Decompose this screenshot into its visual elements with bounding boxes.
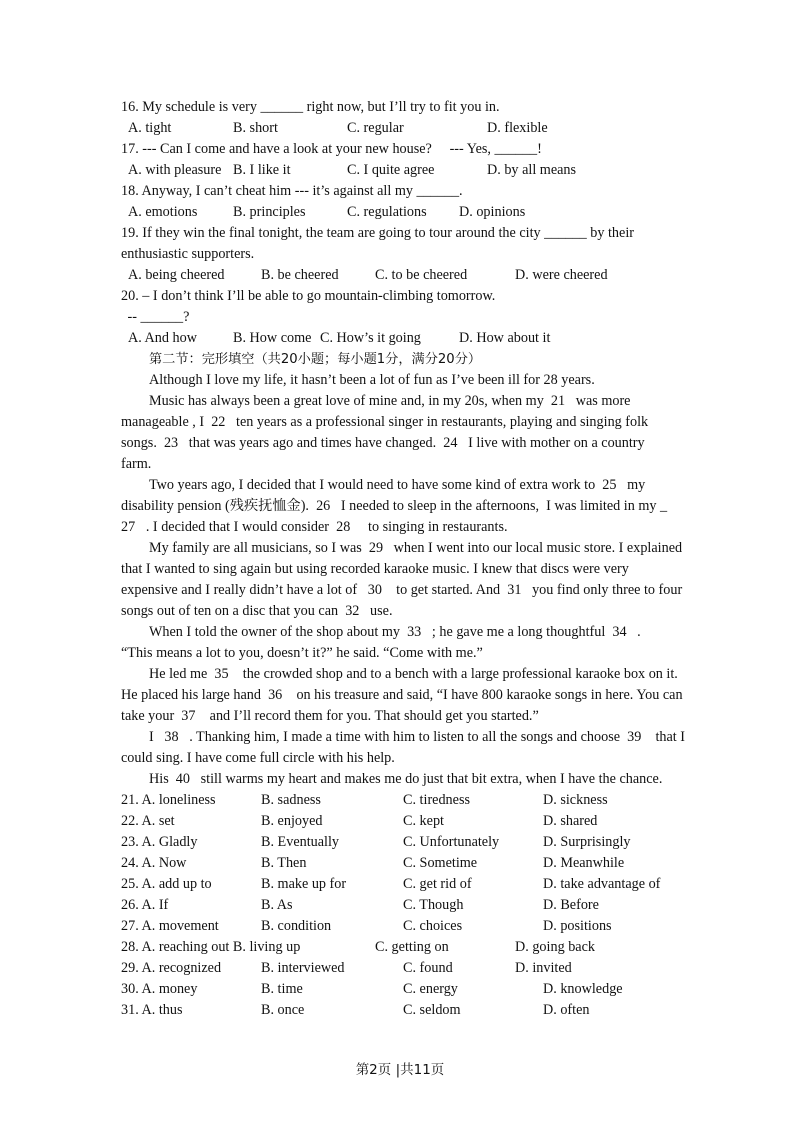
question-17 (0, 139, 800, 160)
option-b: B. Then (261, 855, 307, 871)
option-b: B. principles (233, 204, 306, 220)
option-c: C. getting on (375, 939, 449, 955)
option-d: D. opinions (459, 204, 526, 220)
option-a: A. emotions (128, 204, 198, 220)
option-d: D. Before (543, 897, 599, 913)
question-20-cont (0, 307, 800, 328)
option-c: C. regulations (347, 204, 427, 220)
passage-text: manageable , I 22 ten years as a professional singer in restaurants, playing and singing folk (121, 414, 649, 430)
option-c: C. found (403, 960, 453, 976)
question-18 (0, 181, 800, 202)
option-d: D. were cheered (515, 267, 608, 283)
section-heading-row (0, 349, 800, 370)
option-a: 29. A. recognized (121, 960, 222, 976)
options-17 (0, 160, 800, 181)
passage-text: “This means a lot to you, doesn’t it?” he said. “Come with me.” (121, 645, 483, 661)
option-d: D. shared (543, 813, 598, 829)
options-19 (0, 265, 800, 286)
option-a: A. being cheered (128, 267, 225, 283)
question-text-line-2: enthusiastic supporters. (121, 246, 255, 262)
passage-line (0, 412, 800, 433)
question-19 (0, 223, 800, 244)
option-c: C. tiredness (403, 792, 470, 808)
passage-line (0, 433, 800, 454)
option-d: D. take advantage of (543, 876, 661, 892)
option-a: 21. A. loneliness (121, 792, 216, 808)
option-a: 27. A. movement (121, 918, 219, 934)
option-b: B. I like it (233, 162, 291, 178)
option-c: C. kept (403, 813, 444, 829)
option-a: 24. A. Now (121, 855, 187, 871)
cloze-option-row-24 (0, 853, 800, 874)
option-d: D. Meanwhile (543, 855, 625, 871)
passage-text: He led me 35 the crowded shop and to a bench with a large professional karaoke box on it. (149, 666, 678, 682)
question-20 (0, 286, 800, 307)
options-20 (0, 328, 800, 349)
page-footer: 第2页 |共11页 (355, 1062, 445, 1078)
passage-text: songs. 23 that was years ago and times have changed. 24 I live with mother on a country (121, 435, 645, 451)
passage-line (0, 664, 800, 685)
passage-line (0, 643, 800, 664)
option-b: B. Eventually (261, 834, 340, 850)
passage-text: take your 37 and I’ll record them for you. That should get you started.” (121, 708, 539, 724)
cloze-option-row-29 (0, 958, 800, 979)
option-c: C. choices (403, 918, 463, 934)
option-d: D. flexible (487, 120, 548, 136)
passage-text: Although I love my life, it hasn’t been a lot of fun as I’ve been ill for 28 years. (149, 372, 595, 388)
cloze-option-row-30 (0, 979, 800, 1000)
cloze-option-row-27 (0, 916, 800, 937)
option-d: D. positions (543, 918, 612, 934)
passage-text: farm. (121, 456, 152, 472)
question-text: 18. Anyway, I can’t cheat him --- it’s against all my ______. (121, 183, 463, 199)
option-a: A. tight (128, 120, 172, 136)
option-c: C. Sometime (403, 855, 478, 871)
option-a: 22. A. set (121, 813, 175, 829)
cloze-option-row-23 (0, 832, 800, 853)
passage-line (0, 748, 800, 769)
passage-text: His 40 still warms my heart and makes me do just that bit extra, when I have the chance. (149, 771, 663, 787)
passage-line (0, 601, 800, 622)
passage-text: that I wanted to sing again but using recorded karaoke music. I knew that discs were very (121, 561, 629, 577)
passage-text: 27 . I decided that I would consider 28 to singing in restaurants. (121, 519, 508, 535)
option-c: C. energy (403, 981, 458, 997)
cloze-option-row-22 (0, 811, 800, 832)
passage-line (0, 727, 800, 748)
passage-line (0, 454, 800, 475)
option-a: A. And how (128, 330, 197, 346)
option-d: D. knowledge (543, 981, 623, 997)
option-a-b: 28. A. reaching out B. living up (121, 939, 301, 955)
option-b: B. How come (233, 330, 312, 346)
option-b: B. once (261, 1002, 305, 1018)
option-c: C. to be cheered (375, 267, 468, 283)
option-b: B. interviewed (261, 960, 345, 976)
passage-line (0, 685, 800, 706)
passage-text: I 38 . Thanking him, I made a time with him to listen to all the songs and choose 39 that I (149, 729, 686, 745)
passage-text: disability pension (残疾抚恤金). 26 I needed to sleep in the afternoons, I was limited in my _ (121, 498, 668, 514)
passage-line (0, 769, 800, 790)
option-d: D. Surprisingly (543, 834, 631, 850)
question-text-line-2: -- ______? (124, 309, 190, 325)
section-heading: 第二节：完形填空（共20小题；每小题1分，满分20分） (149, 352, 482, 367)
passage-line (0, 580, 800, 601)
passage-line (0, 391, 800, 412)
option-a: 26. A. If (121, 897, 169, 913)
option-d: D. sickness (543, 792, 608, 808)
passage-text: expensive and I really didn’t have a lot of 30 to get started. And 31 you find only three to four (121, 582, 683, 598)
option-c: C. seldom (403, 1002, 461, 1018)
option-d: D. going back (515, 939, 595, 955)
option-d: D. How about it (459, 330, 551, 346)
option-b: B. time (261, 981, 303, 997)
question-text-line-1: 20. – I don’t think I’ll be able to go mountain-climbing tomorrow. (121, 288, 496, 304)
question-16 (0, 97, 800, 118)
options-18 (0, 202, 800, 223)
option-d: D. invited (515, 960, 572, 976)
question-text: 17. --- Can I come and have a look at your new house? --- Yes, ______! (121, 141, 542, 157)
option-c: C. How’s it going (320, 330, 421, 346)
cloze-option-row-25 (0, 874, 800, 895)
option-c: C. I quite agree (347, 162, 435, 178)
option-c: C. regular (347, 120, 404, 136)
option-b: B. sadness (261, 792, 321, 808)
passage-line (0, 370, 800, 391)
passage-line (0, 538, 800, 559)
passage-text: When I told the owner of the shop about my 33 ; he gave me a long thoughtful 34 . (149, 624, 641, 640)
option-d: D. by all means (487, 162, 577, 178)
cloze-option-row-26 (0, 895, 800, 916)
option-b: B. As (261, 897, 293, 913)
options-16 (0, 118, 800, 139)
option-d: D. often (543, 1002, 590, 1018)
option-c: C. get rid of (403, 876, 472, 892)
option-b: B. short (233, 120, 278, 136)
passage-text: songs out of ten on a disc that you can 32 use. (121, 603, 393, 619)
passage-line (0, 706, 800, 727)
question-text: 16. My schedule is very ______ right now, but I’ll try to fit you in. (121, 99, 500, 115)
option-a: A. with pleasure (128, 162, 222, 178)
passage-text: could sing. I have come full circle with his help. (121, 750, 395, 766)
option-a: 23. A. Gladly (121, 834, 198, 850)
passage-text: Music has always been a great love of mine and, in my 20s, when my 21 was more (149, 393, 631, 409)
option-b: B. enjoyed (261, 813, 323, 829)
passage-text: My family are all musicians, so I was 29 when I went into our local music store. I explained (149, 540, 683, 556)
question-19-cont (0, 244, 800, 265)
passage-text: Two years ago, I decided that I would need to have some kind of extra work to 25 my (149, 477, 646, 493)
option-a: 30. A. money (121, 981, 198, 997)
option-c: C. Unfortunately (403, 834, 500, 850)
option-b: B. make up for (261, 876, 347, 892)
cloze-option-row-28 (0, 937, 800, 958)
passage-line (0, 622, 800, 643)
cloze-option-row-31 (0, 1000, 800, 1021)
option-a: 31. A. thus (121, 1002, 183, 1018)
passage-line (0, 559, 800, 580)
passage-line (0, 517, 800, 538)
option-a: 25. A. add up to (121, 876, 212, 892)
passage-line (0, 496, 800, 517)
cloze-option-row-21 (0, 790, 800, 811)
question-text-line-1: 19. If they win the final tonight, the team are going to tour around the city ______ by their (121, 225, 634, 241)
option-b: B. be cheered (261, 267, 339, 283)
option-b: B. condition (261, 918, 332, 934)
passage-text: He placed his large hand 36 on his treasure and said, “I have 800 karaoke songs in here. You can (121, 687, 683, 703)
option-c: C. Though (403, 897, 464, 913)
passage-line (0, 475, 800, 496)
